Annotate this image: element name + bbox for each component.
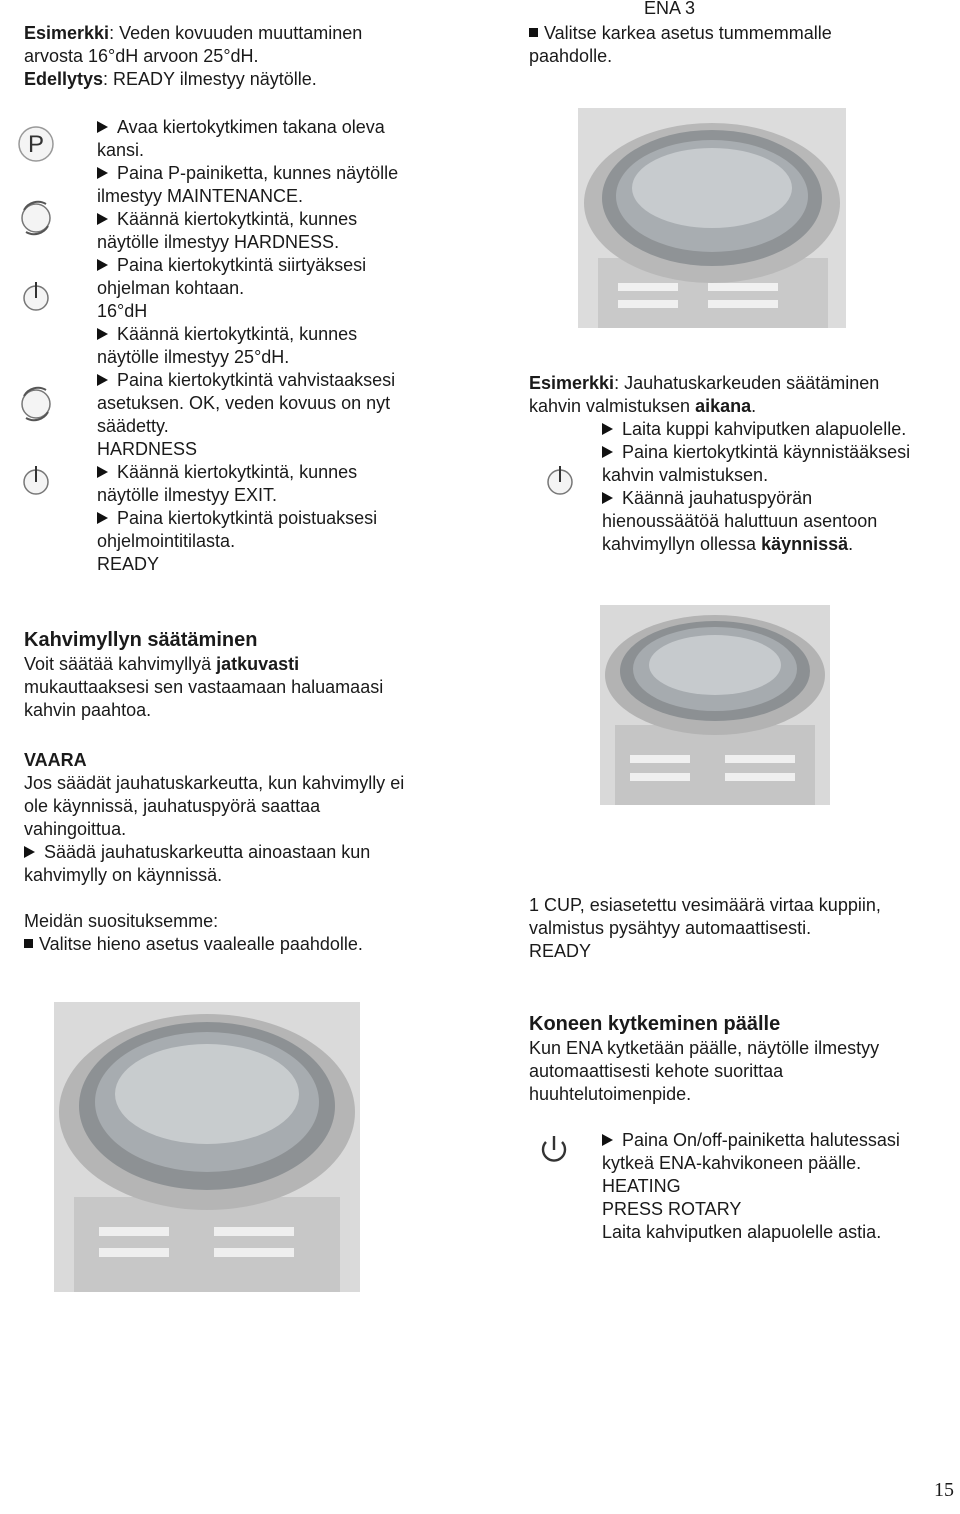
prereq-label: Edellytys — [24, 69, 104, 89]
grinder-photo-running — [600, 605, 830, 805]
p-button-icon — [16, 124, 56, 164]
step-line: ilmestyy MAINTENANCE. — [97, 186, 304, 206]
power-section: Koneen kytkeminen päälle Kun ENA kytketään päälle, näytölle ilmestyy automaattisesti kehote suorittaa huuhtelutoimenpide. — [529, 1013, 880, 1104]
step-line: asetuksen. OK, veden kovuus on nyt — [97, 393, 391, 413]
grinder-section: Kahvimyllyn säätäminen Voit säätää kahvimyllyä jatkuvasti mukauttaaksesi sen vastaamaan haluamaasi kahvin paahtoa. VAARA Jos säädät jauhatuskarkeutta, kun kahvimylly ei ole käynnissä, jauhatuspyörä saattaa vahingoittua. Säädä jauhatuskarkeutta ainoastaan kun kahvimylly on käynnissä. Meidän suosituksemme: Valitse hieno asetus vaalealle paahdolle. — [24, 629, 405, 954]
grinder-photo-fine — [54, 1002, 360, 1292]
step-line: kansi. — [97, 140, 145, 160]
step-line: Käännä kiertokytkintä, kunnes — [117, 462, 358, 482]
step-line: näytölle ilmestyy 25°dH. — [97, 347, 290, 367]
step-line: Avaa kiertokytkimen takana oleva — [117, 117, 385, 137]
page-number: 15 — [934, 1479, 954, 1501]
press-knob-icon — [16, 276, 56, 316]
press-knob-icon-2 — [16, 460, 56, 500]
arrow-icon — [97, 466, 108, 478]
arrow-icon — [602, 423, 613, 435]
left-example — [24, 22, 362, 91]
right-example: Esimerkki: Jauhatuskarkeuden säätäminen kahvin valmistuksen aikana. — [529, 373, 880, 416]
danger-label: VAARA — [24, 750, 87, 770]
grinder-photo-coarse — [578, 108, 846, 328]
bullet-icon — [24, 939, 33, 948]
arrow-icon — [97, 328, 108, 340]
arrow-icon — [97, 374, 108, 386]
step-line: READY — [97, 554, 160, 574]
cup-text: 1 CUP, esiasetettu vesimäärä virtaa kuppiin, valmistus pysähtyy automaattisesti. READY — [529, 895, 881, 961]
step-line: Paina kiertokytkintä vahvistaaksesi — [117, 370, 396, 390]
arrow-icon — [602, 446, 613, 458]
right-example-steps: Laita kuppi kahviputken alapuolelle. Paina kiertokytkintä käynnistääksesi kahvin valmistuksen. Käännä jauhatuspyörän hienoussäätöä haluttuun asentoon kahvimyllyn ollessa käynnissä. — [602, 419, 911, 554]
arrow-icon — [97, 259, 108, 271]
step-line: ohjelman kohtaan. — [97, 278, 245, 298]
step-line: Käännä kiertokytkintä, kunnes — [117, 209, 358, 229]
arrow-icon — [97, 121, 108, 133]
svg-text:P: P — [27, 131, 45, 158]
step-line: ohjelmointitilasta. — [97, 531, 236, 551]
prereq-text: : READY ilmestyy näytölle. — [103, 69, 317, 89]
step-line: Paina P-painiketta, kunnes näytölle — [117, 163, 399, 183]
rotary-knob-icon — [16, 198, 56, 238]
power-button-icon — [534, 1130, 574, 1170]
rotary-knob-icon-2 — [16, 384, 56, 424]
arrow-icon — [97, 213, 108, 225]
section-title: Kahvimyllyn säätäminen — [24, 629, 258, 651]
step-line: näytölle ilmestyy HARDNESS. — [97, 232, 340, 252]
left-steps — [97, 116, 398, 576]
step-line: Paina kiertokytkintä siirtyäksesi — [117, 255, 367, 275]
power-steps: Paina On/off-painiketta halutessasi kytkeä ENA-kahvikoneen päälle. HEATING PRESS ROTARY Laita kahviputken alapuolelle astia. — [602, 1130, 900, 1242]
press-knob-icon-3 — [540, 460, 580, 500]
example-text-2: arvosta 16°dH arvoon 25°dH. — [24, 46, 259, 66]
bullet-icon — [529, 28, 538, 37]
step-line: HARDNESS — [97, 439, 198, 459]
arrow-icon — [97, 512, 108, 524]
arrow-icon — [602, 1134, 613, 1146]
section-title: Koneen kytkeminen päälle — [529, 1013, 781, 1035]
example-label: Esimerkki — [24, 23, 110, 43]
example-text: : Veden kovuuden muuttaminen — [109, 23, 363, 43]
arrow-icon — [24, 846, 35, 858]
step-line: säädetty. — [97, 416, 169, 436]
step-line: näytölle ilmestyy EXIT. — [97, 485, 278, 505]
step-line: 16°dH — [97, 301, 148, 321]
step-line: Paina kiertokytkintä poistuaksesi — [117, 508, 378, 528]
step-line: Käännä kiertokytkintä, kunnes — [117, 324, 358, 344]
right-top: Valitse karkea asetus tummemmalle paahdolle. — [529, 23, 832, 66]
header-title: ENA 3 — [644, 0, 696, 18]
arrow-icon — [97, 167, 108, 179]
arrow-icon — [602, 492, 613, 504]
